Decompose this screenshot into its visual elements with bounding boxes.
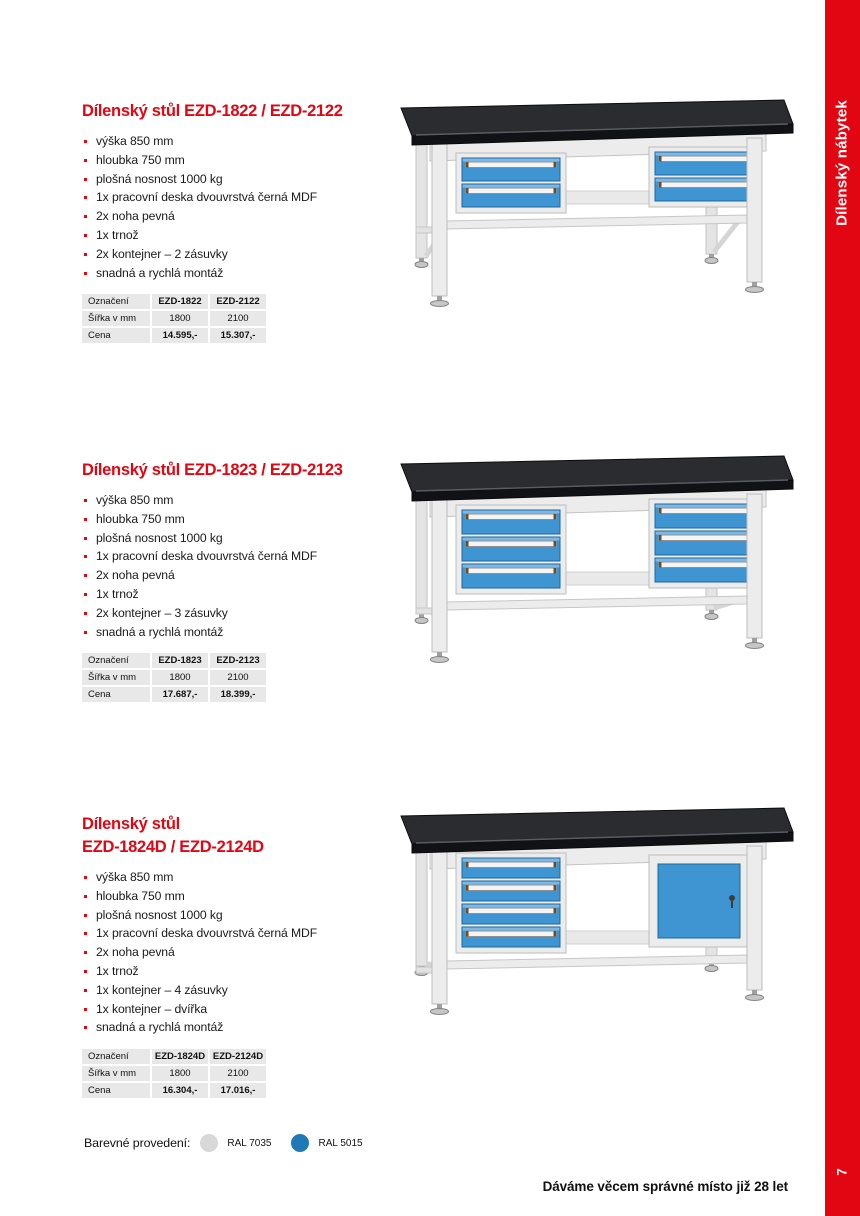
bullet-icon bbox=[84, 612, 87, 615]
feature-item: 1x kontejner – 4 zásuvky bbox=[84, 981, 387, 1000]
bullet-icon bbox=[84, 196, 87, 199]
spec-value: 2100 bbox=[210, 311, 266, 326]
spec-row-label: Cena bbox=[82, 687, 150, 702]
spec-value: 17.016,- bbox=[210, 1083, 266, 1098]
spec-table bbox=[80, 292, 268, 345]
bullet-icon bbox=[84, 499, 87, 502]
spec-value: 17.687,- bbox=[152, 687, 208, 702]
bullet-icon bbox=[84, 253, 87, 256]
ral-5015-swatch-icon bbox=[291, 1134, 309, 1152]
bullet-icon bbox=[84, 272, 87, 275]
bullet-icon bbox=[84, 951, 87, 954]
spec-value: 1800 bbox=[152, 1066, 208, 1081]
page-number: 7 bbox=[834, 1168, 850, 1176]
spec-row bbox=[82, 311, 266, 326]
product-title-line: Dílenský stůl EZD-1822 / EZD-2122 bbox=[82, 102, 343, 120]
spec-value: 16.304,- bbox=[152, 1083, 208, 1098]
spec-value: EZD-1822 bbox=[152, 294, 208, 309]
bullet-icon bbox=[84, 1008, 87, 1011]
feature-item: 2x noha pevná bbox=[84, 943, 387, 962]
product-title bbox=[82, 813, 387, 859]
feature-item: 1x trnož bbox=[84, 226, 387, 245]
spec-row-label: Šířka v mm bbox=[82, 670, 150, 685]
spec-table bbox=[80, 1047, 268, 1100]
spec-value: EZD-2124D bbox=[210, 1049, 266, 1064]
bullet-icon bbox=[84, 178, 87, 181]
feature-item: 2x kontejner – 3 zásuvky bbox=[84, 604, 387, 623]
category-label: Dílenský nábytek bbox=[833, 100, 851, 226]
ral-7035-swatch-icon bbox=[200, 1134, 218, 1152]
product-info bbox=[82, 100, 387, 345]
footer-tagline: Dáváme věcem správné místo již 28 let bbox=[542, 1179, 788, 1194]
spec-row-label: Označení bbox=[82, 653, 150, 668]
spec-row-label: Šířka v mm bbox=[82, 1066, 150, 1081]
bullet-icon bbox=[84, 1026, 87, 1029]
bullet-icon bbox=[84, 140, 87, 143]
product-title-line: EZD-1824D / EZD-2124D bbox=[82, 838, 264, 856]
feature-item: snadná a rychlá montáž bbox=[84, 623, 387, 642]
product-title-line: Dílenský stůl EZD-1823 / EZD-2123 bbox=[82, 461, 343, 479]
feature-item: 1x pracovní deska dvouvrstvá černá MDF bbox=[84, 188, 387, 207]
spec-row bbox=[82, 328, 266, 343]
spec-value: 18.399,- bbox=[210, 687, 266, 702]
spec-value: 14.595,- bbox=[152, 328, 208, 343]
feature-item: hloubka 750 mm bbox=[84, 510, 387, 529]
feature-item: 1x pracovní deska dvouvrstvá černá MDF bbox=[84, 924, 387, 943]
feature-item: 1x pracovní deska dvouvrstvá černá MDF bbox=[84, 547, 387, 566]
bullet-icon bbox=[84, 631, 87, 634]
spec-row-label: Označení bbox=[82, 294, 150, 309]
feature-item: výška 850 mm bbox=[84, 132, 387, 151]
workbench-illustration bbox=[396, 452, 796, 667]
feature-item: 2x noha pevná bbox=[84, 566, 387, 585]
spec-value: 15.307,- bbox=[210, 328, 266, 343]
feature-list bbox=[82, 868, 387, 1037]
spec-row bbox=[82, 294, 266, 309]
workbench-illustration bbox=[396, 804, 796, 1019]
feature-item: 1x trnož bbox=[84, 585, 387, 604]
spec-value: 2100 bbox=[210, 1066, 266, 1081]
bullet-icon bbox=[84, 518, 87, 521]
spec-row-label: Cena bbox=[82, 1083, 150, 1098]
bullet-icon bbox=[84, 593, 87, 596]
spec-value: EZD-2122 bbox=[210, 294, 266, 309]
feature-list bbox=[82, 491, 387, 641]
spec-row-label: Šířka v mm bbox=[82, 311, 150, 326]
spec-value: 1800 bbox=[152, 311, 208, 326]
spec-row bbox=[82, 1049, 266, 1064]
bullet-icon bbox=[84, 895, 87, 898]
spec-value: 2100 bbox=[210, 670, 266, 685]
feature-item: hloubka 750 mm bbox=[84, 151, 387, 170]
spec-row-label: Cena bbox=[82, 328, 150, 343]
feature-item: plošná nosnost 1000 kg bbox=[84, 170, 387, 189]
spec-value: EZD-1823 bbox=[152, 653, 208, 668]
spec-row bbox=[82, 1083, 266, 1098]
bullet-icon bbox=[84, 574, 87, 577]
product-title bbox=[82, 459, 387, 482]
spec-value: EZD-2123 bbox=[210, 653, 266, 668]
bullet-icon bbox=[84, 537, 87, 540]
spec-row bbox=[82, 1066, 266, 1081]
color-legend bbox=[84, 1134, 363, 1152]
bullet-icon bbox=[84, 234, 87, 237]
ral-7035-label: RAL 7035 bbox=[227, 1137, 272, 1149]
spec-row bbox=[82, 687, 266, 702]
feature-item: 1x trnož bbox=[84, 962, 387, 981]
spec-row-label: Označení bbox=[82, 1049, 150, 1064]
feature-item: plošná nosnost 1000 kg bbox=[84, 529, 387, 548]
spec-row bbox=[82, 653, 266, 668]
spec-row bbox=[82, 670, 266, 685]
legend-label: Barevné provedení: bbox=[84, 1136, 191, 1150]
workbench-illustration bbox=[396, 96, 796, 311]
product-info bbox=[82, 813, 387, 1100]
bullet-icon bbox=[84, 970, 87, 973]
product-title-line: Dílenský stůl bbox=[82, 815, 180, 833]
spec-value: 1800 bbox=[152, 670, 208, 685]
bullet-icon bbox=[84, 914, 87, 917]
feature-item: výška 850 mm bbox=[84, 491, 387, 510]
category-sidebar bbox=[825, 0, 860, 1216]
bullet-icon bbox=[84, 932, 87, 935]
bullet-icon bbox=[84, 215, 87, 218]
product-info bbox=[82, 459, 387, 704]
feature-item: plošná nosnost 1000 kg bbox=[84, 906, 387, 925]
feature-list bbox=[82, 132, 387, 282]
feature-item: výška 850 mm bbox=[84, 868, 387, 887]
feature-item: snadná a rychlá montáž bbox=[84, 264, 387, 283]
feature-item: hloubka 750 mm bbox=[84, 887, 387, 906]
bullet-icon bbox=[84, 989, 87, 992]
feature-item: 2x noha pevná bbox=[84, 207, 387, 226]
bullet-icon bbox=[84, 159, 87, 162]
spec-value: EZD-1824D bbox=[152, 1049, 208, 1064]
product-title bbox=[82, 100, 387, 123]
feature-item: 1x kontejner – dvířka bbox=[84, 1000, 387, 1019]
feature-item: 2x kontejner – 2 zásuvky bbox=[84, 245, 387, 264]
feature-item: snadná a rychlá montáž bbox=[84, 1018, 387, 1037]
bullet-icon bbox=[84, 876, 87, 879]
bullet-icon bbox=[84, 555, 87, 558]
spec-table bbox=[80, 651, 268, 704]
ral-5015-label: RAL 5015 bbox=[318, 1137, 363, 1149]
